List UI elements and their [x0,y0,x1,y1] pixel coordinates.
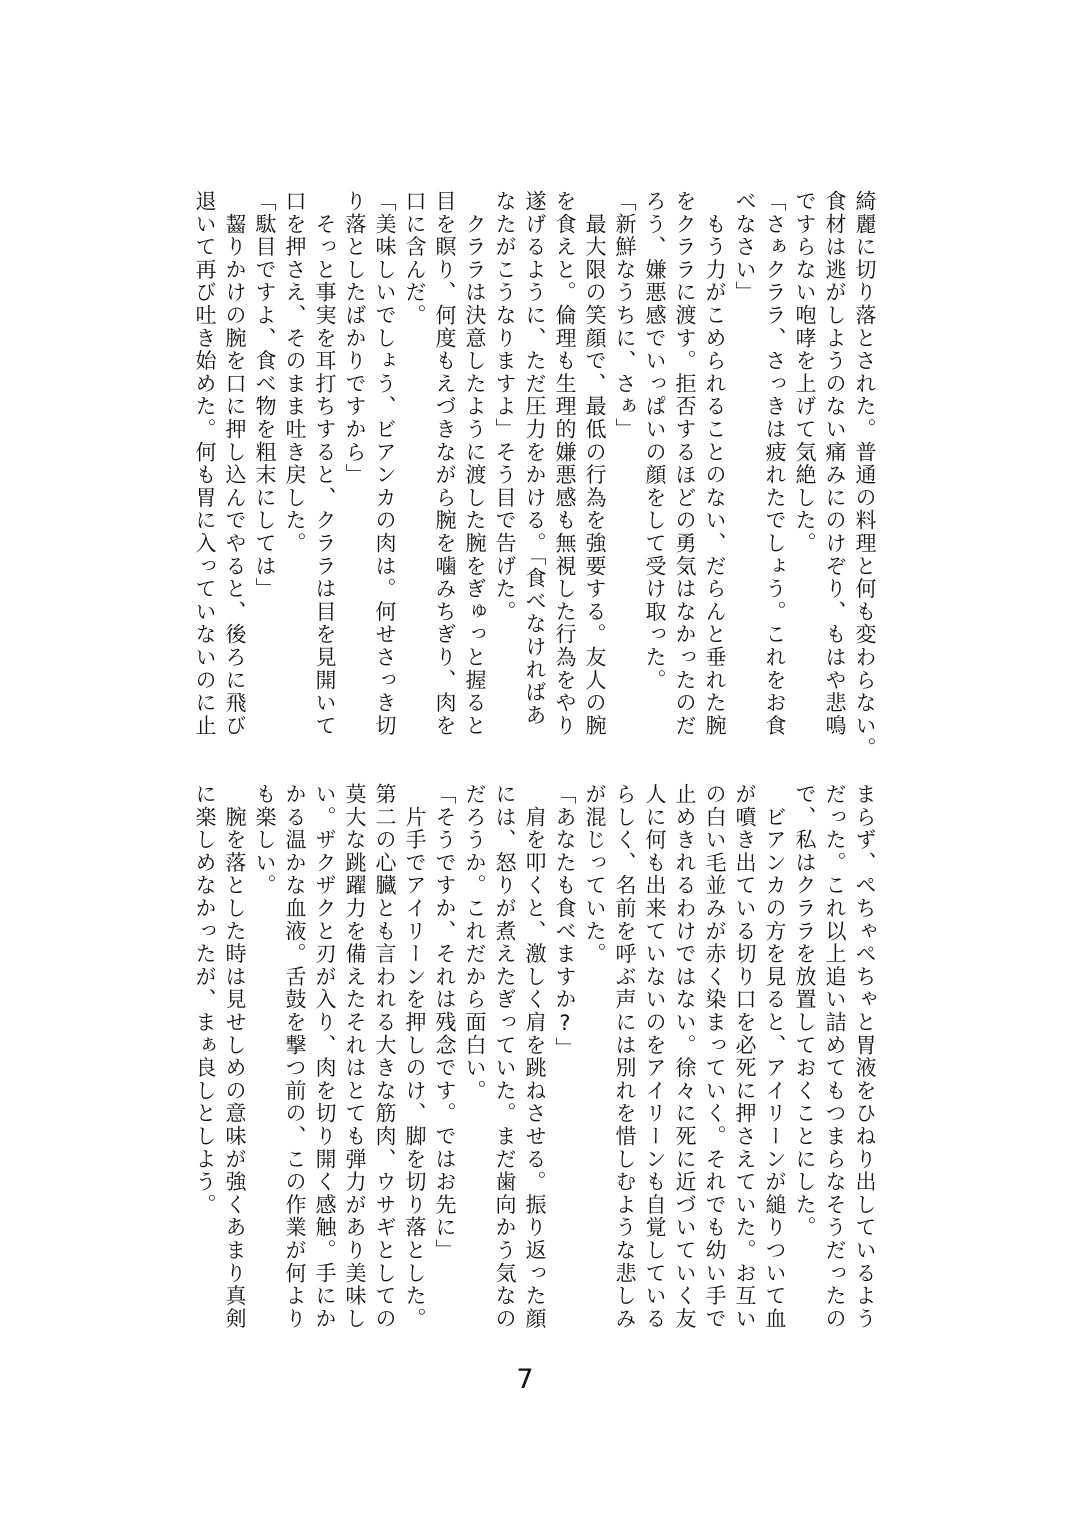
text-column: べなさい」 [733,190,757,304]
text-column: 「そうですか、それは残念です。ではお先に」 [433,783,457,1262]
text-column: らしく、名前を呼ぶ声には別れを惜しむような悲しみ [613,783,637,1331]
text-column: クララは決意したように渡した腕をぎゅっと握ると [463,190,487,738]
text-column: まらず、ぺちゃぺちゃと胃液をひねり出しているよう [853,783,877,1331]
text-column: が混じっていた。 [583,783,607,966]
text-column: 目を瞑り、何度もえづきながら腕を噛みちぎり、肉を [433,190,457,738]
text-column: 綺麗に切り落とされた。普通の料理と何も変わらない。 [853,190,877,760]
text-column: で、私はクララを放置しておくことにした。 [793,783,817,1239]
text-column: 止めきれるわけではない。徐々に死に近づいていく友 [673,783,697,1331]
text-column: 遂げるように、ただ圧力をかける。「食べなければあ [523,190,547,727]
text-column: もう力がこめられることのない、だらんと垂れた腕 [703,190,727,738]
text-column: 最大限の笑顔で、最低の行為を強要する。友人の腕 [583,190,607,738]
text-column: 片手でアイリーンを押しのけ、脚を切り落とした。 [403,783,427,1331]
question-mark: ? [553,1011,577,1037]
text-column: には、怒りが煮えたぎっていた。まだ歯向かう気なの [493,783,517,1331]
text-column: だった。これ以上追い詰めてもつまらなそうだったの [823,783,847,1331]
text-column: 口を押さえ、そのまま吐き戻した。 [283,190,307,555]
text-column: かる温かな血液。舌鼓を撃つ前の、この作業が何より [283,783,307,1331]
text-column: だろうか。これだから面白い。 [463,783,487,1103]
text-column: い。ザクザクと刃が入り、肉を切り開く感触。手にか [313,783,337,1331]
long-vowel-mark: ー [763,1125,787,1148]
text-band-top [190,190,880,765]
text-column: 「さぁクララ、さっきは疲れたでしょう。これをお食 [763,190,787,738]
long-vowel-mark: ー [403,942,427,966]
text-column: ですらない咆哮を上げて気絶した。 [793,190,817,555]
text-column: 「駄目ですよ、食べ物を粗末にしては」 [253,190,277,601]
text-column: 食材は逃がしようのない痛みにのけぞり、もはや悲鳴 [823,190,847,738]
text-column: り落としたばかりですから」 [343,190,367,487]
text-column: 口に含んだ。 [403,190,427,327]
long-vowel-mark: ー [643,1125,667,1148]
text-column: 莫大な跳躍力を備えたそれはとても弾力があり美味し [343,783,367,1331]
text-column: を食えと。倫理も生理的嫌悪感も無視した行為をやり [553,190,577,738]
text-column: をクララに渡す。拒否するほどの勇気はなかったのだ [673,190,697,738]
text-column: 腕を落とした時は見せしめの意味が強くあまり真剣 [223,783,247,1331]
text-column: が噴き出ている切り口を必死に押さえていた。お互い [733,783,757,1331]
text-column: も楽しい。 [253,783,277,897]
text-column: ビアンカの方を見ると、アイリーンが縋りついて血 [763,783,787,1331]
text-column: 「新鮮なうちに、さぁ」 [613,190,637,441]
text-column: 人に何も出来ていないのをアイリーンも自覚している [643,783,667,1331]
text-column: の白い毛並みが赤く染まっていく。それでも幼い手で [703,783,727,1331]
text-column: ろう、嫌悪感でいっぱいの顔をして受け取った。 [643,190,667,692]
text-column: そっと事実を耳打ちすると、クララは目を見開いて [313,190,337,738]
page-number: 7 [516,1364,534,1395]
text-column: 第二の心臓とも言われる大きな筋肉、ウサギとしての [373,783,397,1331]
text-column: 肩を叩くと、激しく肩を跳ねさせる。振り返った顔 [523,783,547,1331]
text-column: に楽しめなかったが、まぁ良しとしよう。 [193,783,217,1217]
text-band-bottom [190,783,880,1358]
text-column: なたがこうなりますよ」そう目で告げた。 [493,190,517,624]
text-column: 齧りかけの腕を口に押し込んでやると、後ろに飛び [223,190,247,738]
text-column: 退いて再び吐き始めた。何も胃に入っていないのに止 [193,190,217,738]
text-column: 「あなたも食べますか?」 [553,783,577,1060]
text-column: 「美味しいでしょう、ビアンカの肉は。何せさっき切 [373,190,397,738]
